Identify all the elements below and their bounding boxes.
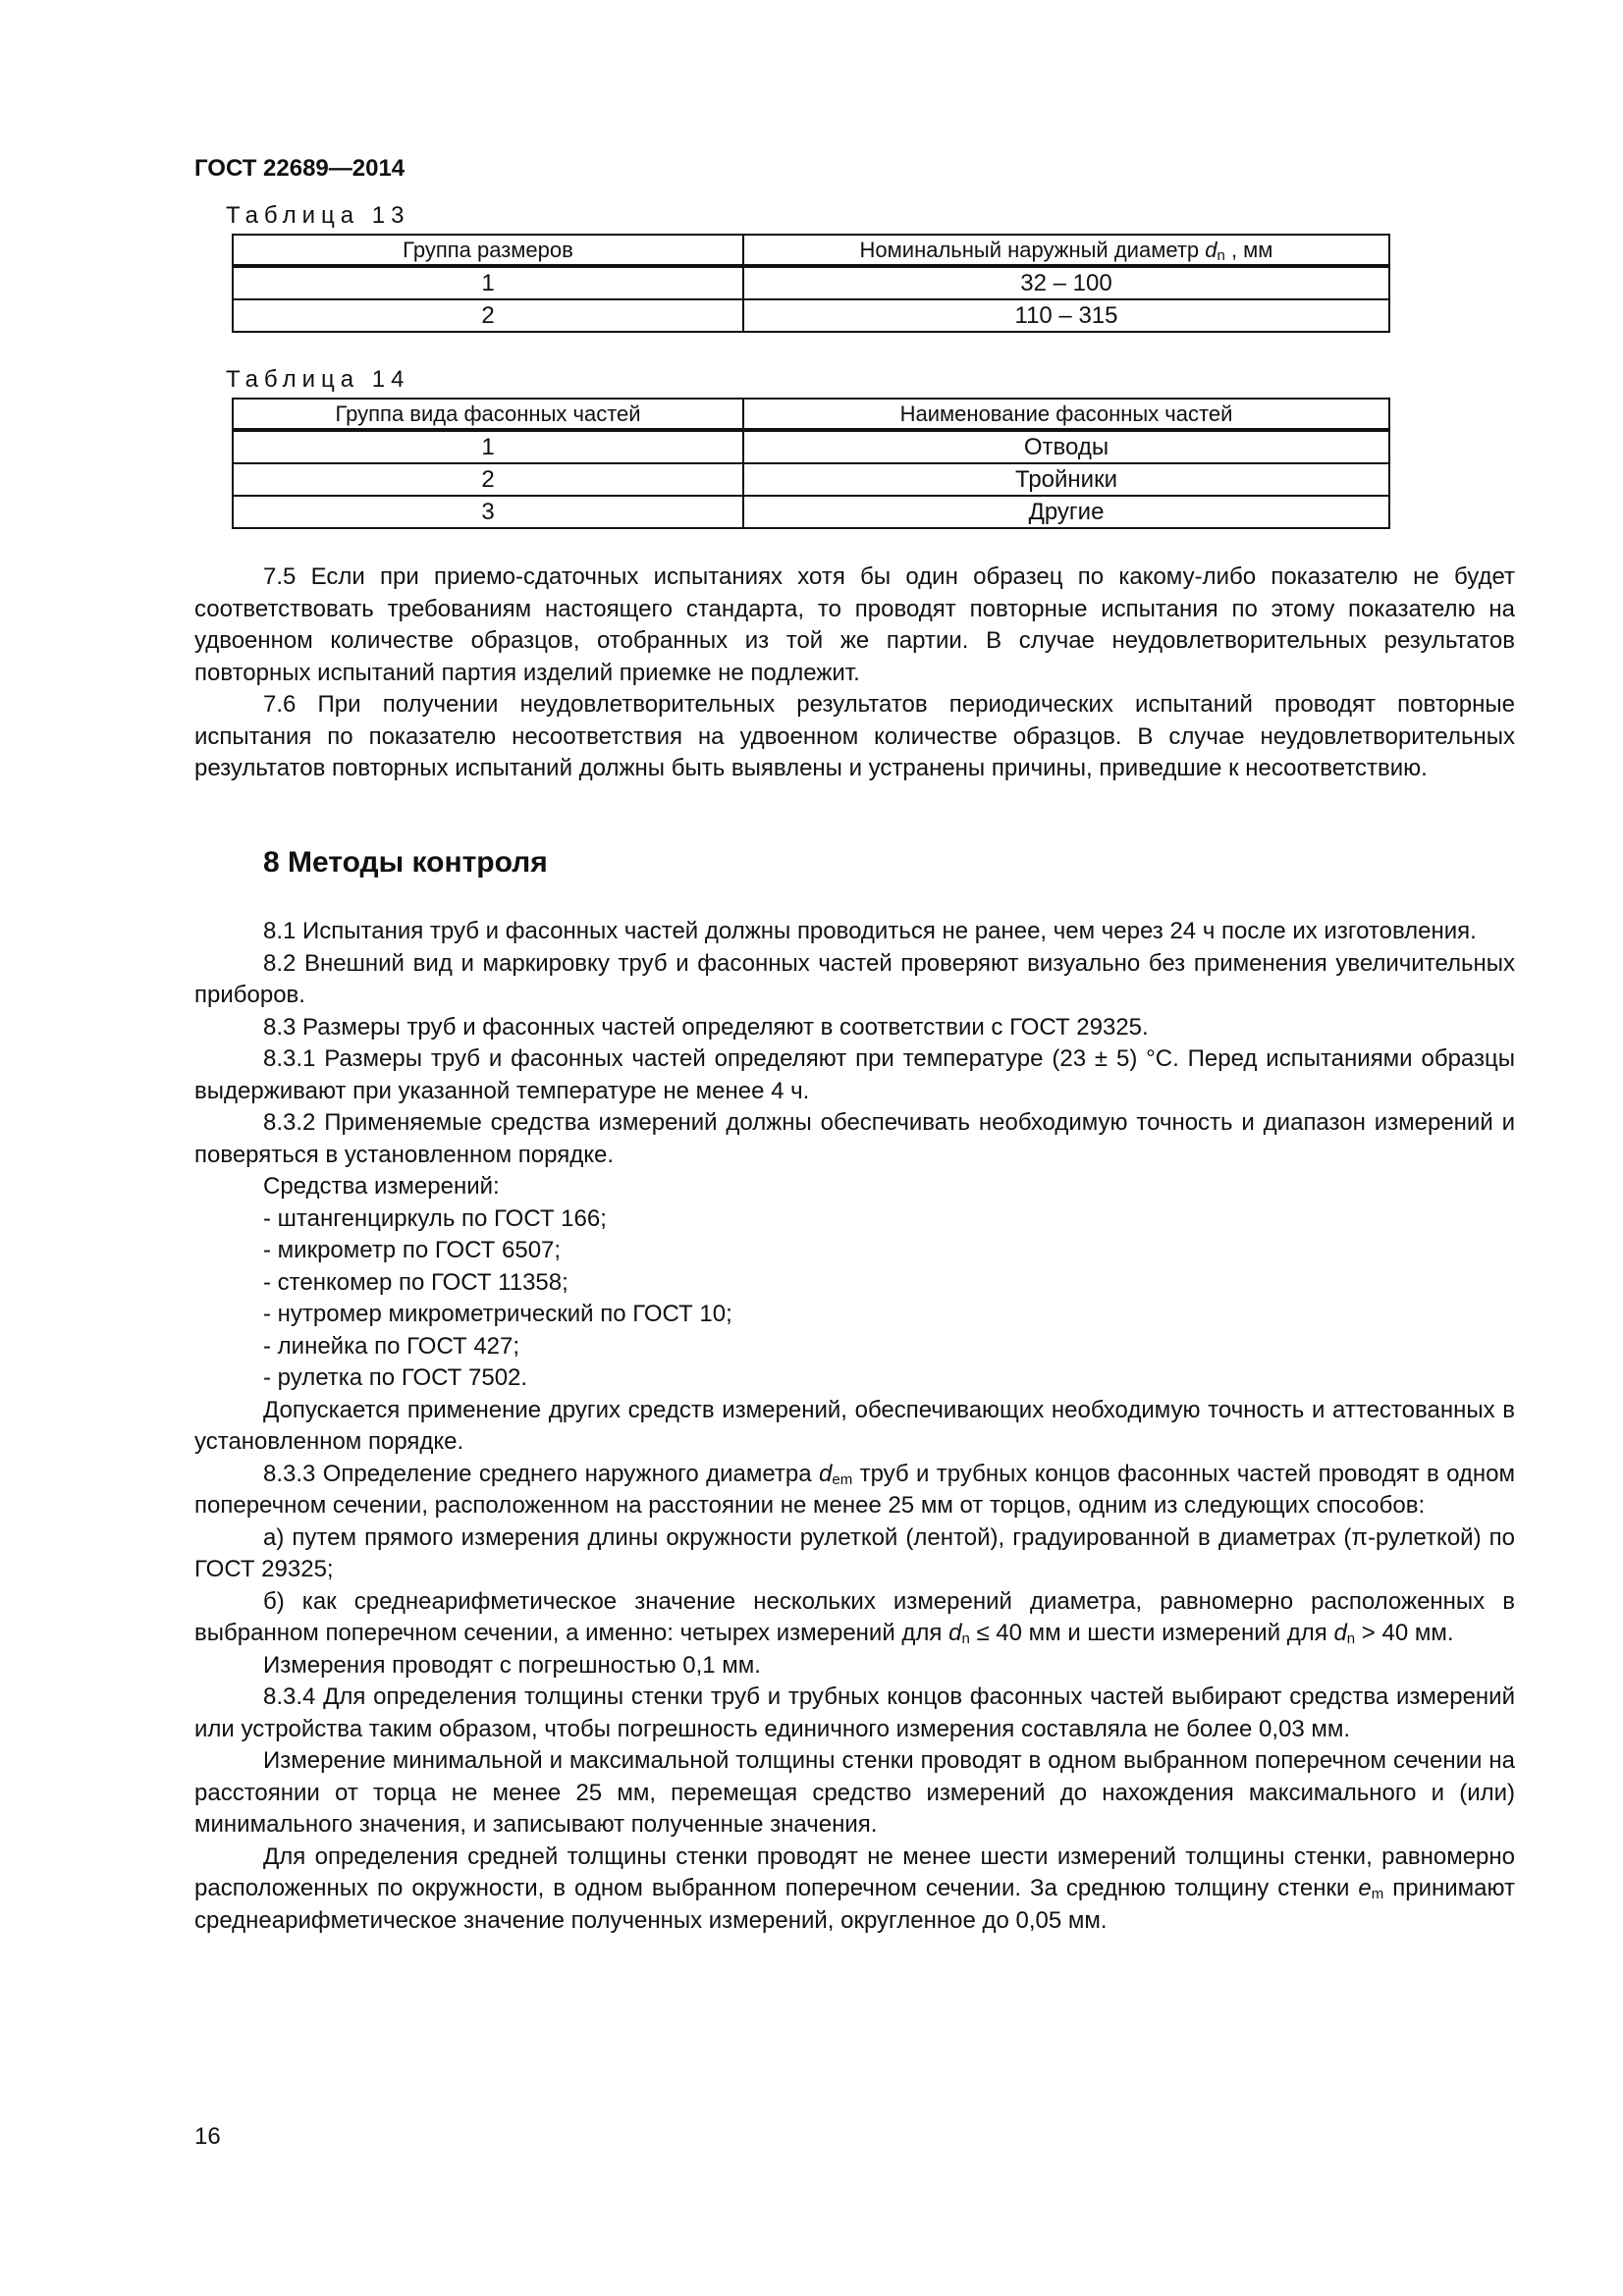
list-item: - линейка по ГОСТ 427; [263, 1332, 520, 1360]
document-header: ГОСТ 22689—2014 [194, 155, 406, 182]
paragraph-8-3-1: 8.3.1 Размеры труб и фасонных частей определяют при температуре (23 ± 5) °С. Перед испытаниями образцы выдерживают при указанной температуре не менее 4 ч. [194, 1045, 1515, 1104]
table-row [233, 496, 1389, 528]
paragraph-8-3: 8.3 Размеры труб и фасонных частей определяют в соответствии с ГОСТ 29325. [263, 1013, 1149, 1041]
list-item: - микрометр по ГОСТ 6507; [263, 1237, 562, 1263]
table-header-cell: Номинальный наружный диаметр $d_n$ , мм [743, 235, 1389, 266]
table-cell: Другие [743, 496, 1389, 528]
table-13-caption: Таблица 13 [226, 202, 410, 229]
paragraph-min-max: Измерение минимальной и максимальной толщины стенки проводят в одном выбранном поперечном сечении на расстоянии от торца не менее 25 мм, перемещая средство измерений до нахождения максимального и (или) минимального значения, и записывают полученные значения. [194, 1747, 1515, 1838]
table-cell: Тройники [743, 463, 1389, 496]
paragraph-method-a: а) путем прямого измерения длины окружности рулеткой (лентой), градуированной в диаметрах (π-рулеткой) по ГОСТ 29325; [194, 1523, 1515, 1582]
table-header-cell: Наименование фасонных частей [743, 399, 1389, 430]
table-row [233, 430, 1389, 463]
section-8-text [194, 916, 1515, 1937]
means-title: Средства измерений: [263, 1173, 500, 1200]
table-cell: 32 – 100 [743, 266, 1389, 299]
paragraph-8-1: 8.1 Испытания труб и фасонных частей должны проводиться не ранее, чем через 24 ч после их изготовления. [263, 918, 1477, 944]
paragraph-average-thickness: Для определения средней толщины стенки проводят не менее шести измерений толщины стенки, равномерно расположенных по окружности, в одном выбранном поперечном сечении. За среднюю толщину стенки $e_m$ принимают среднеарифметическое значение полученных измерений, округленное до 0,05 мм. [194, 1842, 1515, 1934]
table-row [233, 299, 1389, 332]
table-cell: Отводы [743, 430, 1389, 463]
table-header-cell: Группа вида фасонных частей [233, 399, 743, 430]
page-number: 16 [194, 2123, 221, 2150]
table-cell: 2 [233, 463, 743, 496]
list-item: - рулетка по ГОСТ 7502. [263, 1364, 528, 1391]
list-item: - нутромер микрометрический по ГОСТ 10; [263, 1301, 732, 1327]
table-header-cell: Группа размеров [233, 235, 743, 266]
paragraph-7-5: 7.5 Если при приемо-сдаточных испытаниях хотя бы один образец по какому-либо показателю не будет соответствовать требованиям настоящего стандарта, то проводят повторные испытания по этому показателю на удвоенном количестве образцов, отобранных из той же партии. В случае неудовлетворительных результатов повторных испытаний партия изделий приемке не подлежит. [194, 563, 1515, 686]
table-cell: 2 [233, 299, 743, 332]
paragraph-8-2: 8.2 Внешний вид и маркировку труб и фасонных частей проверяют визуально без применения увеличительных приборов. [194, 949, 1515, 1008]
section-7-text [194, 561, 1515, 785]
table-row [233, 463, 1389, 496]
paragraph-8-3-2: 8.3.2 Применяемые средства измерений должны обеспечивать необходимую точность и диапазон измерений и поверяться в установленном порядке. [194, 1109, 1515, 1168]
paragraph-8-3-4: 8.3.4 Для определения толщины стенки труб и трубных концов фасонных частей выбирают средства измерений или устройства таким образом, чтобы погрешность единичного измерения составляла не более 0,03 мм. [194, 1683, 1515, 1742]
list-item: - стенкомер по ГОСТ 11358; [263, 1268, 568, 1296]
table-14 [232, 398, 1390, 529]
section-8-heading: 8 Методы контроля [263, 846, 548, 879]
paragraph-precision: Измерения проводят с погрешностью 0,1 мм. [263, 1651, 761, 1679]
list-item: - штангенциркуль по ГОСТ 166; [263, 1204, 607, 1232]
paragraph-method-b: б) как среднеарифметическое значение нескольких измерений диаметра, равномерно расположенных в выбранном поперечном сечении, а именно: четырех измерений для $d_n \le 40$ мм и шести измерений для $d_n > 40$ мм. [194, 1587, 1515, 1647]
table-cell: 110 – 315 [743, 299, 1389, 332]
paragraph-8-3-3: 8.3.3 Определение среднего наружного диаметра $d_{em}$ труб и трубных концов фасонных частей проводят в одном поперечном сечении, расположенном на расстоянии не менее 25 мм от торцов, одним из следующих способов: [194, 1460, 1515, 1519]
table-header-row [233, 399, 1389, 430]
table-cell: 1 [233, 430, 743, 463]
paragraph-7-6: 7.6 При получении неудовлетворительных результатов периодических испытаний проводят повторные испытания по показателю несоответствия на удвоенном количестве образцов. В случае неудовлетворительных результатов повторных испытаний должны быть выявлены и устранены причины, приведшие к несоответствию. [194, 691, 1515, 781]
table-13 [232, 234, 1390, 333]
table-cell: 1 [233, 266, 743, 299]
paragraph-other-means: Допускается применение других средств измерений, обеспечивающих необходимую точность и аттестованных в установленном порядке. [194, 1396, 1515, 1455]
table-row [233, 266, 1389, 299]
table-header-row [233, 235, 1389, 266]
table-cell: 3 [233, 496, 743, 528]
table-14-caption: Таблица 14 [226, 366, 410, 393]
